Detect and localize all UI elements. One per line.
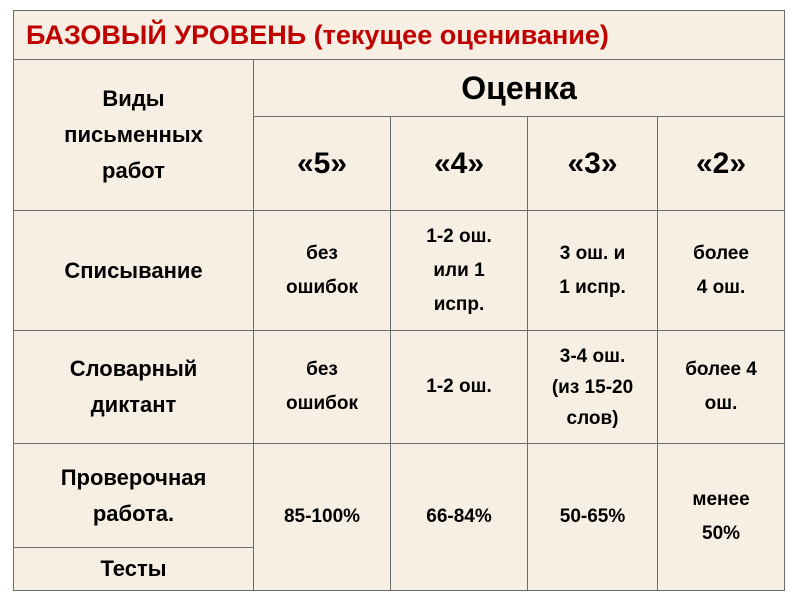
row-dictation-name-line-2: диктант [90, 392, 177, 417]
cell-line: менее [692, 489, 750, 510]
row-dictation-grade-3 [528, 331, 658, 444]
grading-table [13, 10, 785, 591]
work-types-line-1: Виды [102, 86, 165, 111]
work-types-line-3: работ [102, 158, 165, 183]
row-copying-name [14, 211, 254, 331]
cell-line: 1 испр. [559, 276, 626, 298]
cell-line: 1-2 ош. [426, 225, 492, 247]
row-check-work-name-line-2: работа. [92, 500, 175, 526]
cell-line: без [306, 359, 338, 380]
cell-line: 3 ош. и [559, 242, 626, 264]
table-title: БАЗОВЫЙ УРОВЕНЬ (текущее оценивание) [14, 11, 785, 60]
cell-line: более [693, 242, 749, 264]
cell-line: испр. [433, 293, 485, 315]
grade-2-header: «2» [658, 117, 785, 211]
cell-line: 50% [702, 523, 741, 544]
row-copying-name-line: Списывание [64, 257, 203, 283]
cell-line: 1-2 ош. [426, 376, 492, 397]
row-check-work-grade-5 [254, 444, 391, 591]
work-types-header [14, 60, 254, 211]
cell-line: ош. [704, 393, 738, 414]
row-dictation-grade-2 [658, 331, 785, 444]
score-header: Оценка [254, 60, 785, 117]
cell-line: (из 15-20 [551, 376, 634, 398]
row-copying-grade-3 [528, 211, 658, 331]
row-check-work-grade-4 [391, 444, 528, 591]
row-tests-name: Тесты [14, 548, 254, 591]
cell-line: 4 ош. [696, 276, 746, 298]
row-check-work-grade-3 [528, 444, 658, 591]
row-dictation-grade-5 [254, 331, 391, 444]
cell-line: 3-4 ош. [559, 345, 626, 367]
cell-line: ошибок [286, 393, 358, 414]
row-copying-grade-2 [658, 211, 785, 331]
cell-line: слов) [566, 407, 619, 429]
cell-line: ошибок [286, 276, 358, 298]
row-check-work-name [14, 444, 254, 548]
grade-4-header: «4» [391, 117, 528, 211]
cell-line: 85-100% [283, 506, 361, 527]
work-types-line-2: письменных [64, 122, 203, 147]
row-check-work-grade-2 [658, 444, 785, 591]
row-dictation-grade-4 [391, 331, 528, 444]
row-copying-grade-5 [254, 211, 391, 331]
grade-5-header: «5» [254, 117, 391, 211]
cell-line: 50-65% [559, 506, 626, 527]
row-dictation-name [14, 331, 254, 444]
cell-line: 66-84% [426, 506, 492, 527]
grade-3-header: «3» [528, 117, 658, 211]
cell-line: или 1 [433, 259, 485, 281]
row-copying-grade-4 [391, 211, 528, 331]
cell-line: без [306, 242, 338, 264]
cell-line: более 4 [685, 359, 757, 380]
row-dictation-name-line-1: Словарный [69, 356, 198, 381]
row-check-work-name-line-1: Проверочная [60, 464, 207, 490]
